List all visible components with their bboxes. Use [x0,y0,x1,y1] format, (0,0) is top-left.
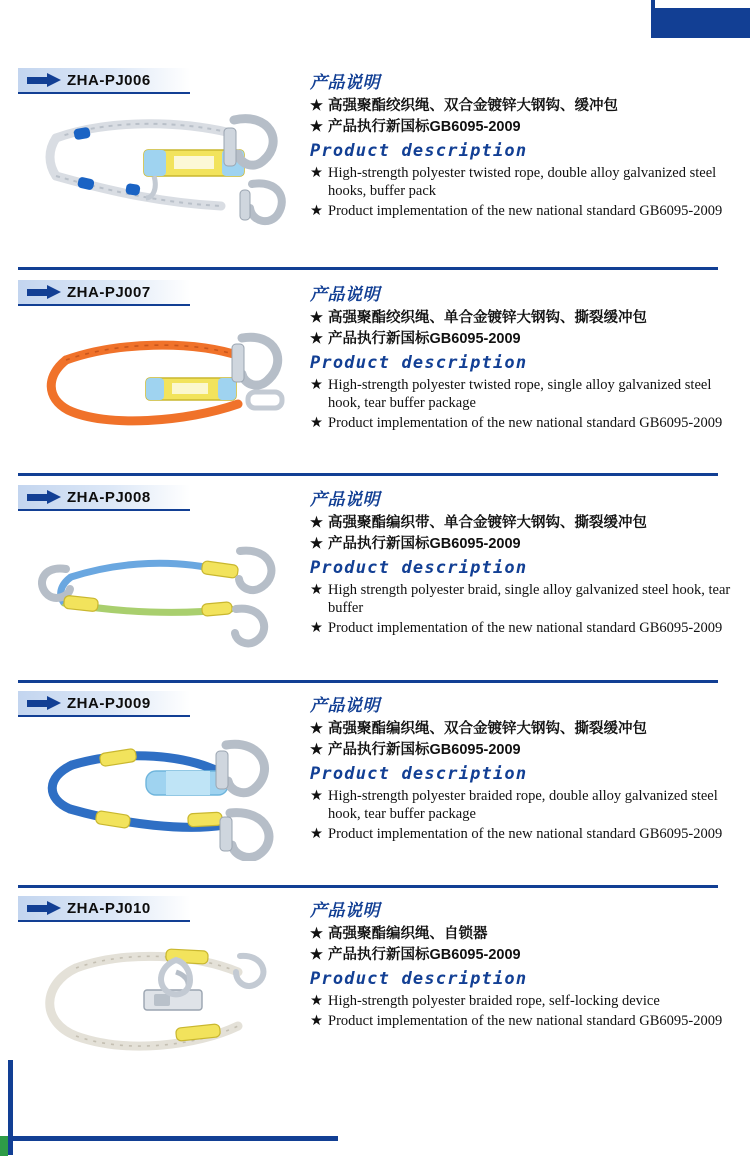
product-code-4: ZHA-PJ009 [67,694,151,712]
product-divider-2 [18,473,718,476]
desc-bullet-en-2-2 [310,414,736,432]
product-image-1 [26,98,296,238]
bullet-star-icon: ★ [310,947,323,963]
bullet-star-icon: ★ [310,582,323,598]
bullet-star-icon: ★ [310,826,323,842]
desc-bullet-cn-text: 产品执行新国标GB6095-2009 [328,947,521,963]
desc-bullet-cn-1-2 [310,117,736,137]
bullet-star-icon: ★ [310,98,323,114]
desc-bullet-cn-3-1 [310,513,736,533]
desc-bullet-cn-5-1 [310,924,736,944]
desc-bullet-cn-text: 高强聚酯编织带、单合金镀锌大钢钩、撕裂缓冲包 [328,515,647,531]
desc-bullet-cn-5-2 [310,945,736,965]
product-code-1: ZHA-PJ006 [67,71,151,89]
product-card-3 [18,485,731,636]
product-description-5 [310,896,736,1032]
product-code-2: ZHA-PJ007 [67,283,151,301]
arrow-right-icon [27,696,61,710]
desc-title-cn-5: 产品说明 [310,901,380,920]
product-divider-1 [18,267,718,270]
desc-bullet-en-text: Product implementation of the new national standard GB6095-2009 [328,203,723,219]
product-image-4 [26,721,296,861]
bullet-star-icon: ★ [310,993,323,1009]
bullet-star-icon: ★ [310,536,323,552]
product-code-3: ZHA-PJ008 [67,488,151,506]
product-card-5 [18,896,723,1029]
product-divider-3 [18,680,718,683]
desc-bullet-en-2-1 [310,376,736,412]
desc-bullet-en-text: High-strength polyester twisted rope, double alloy galvanized steel hooks, buffer pack [328,165,717,199]
desc-bullet-en-text: High-strength polyester braided rope, self-locking device [328,993,660,1009]
product-code-banner-4 [18,691,190,717]
desc-bullet-cn-text: 产品执行新国标GB6095-2009 [328,742,521,758]
desc-bullet-cn-1-1 [310,96,736,116]
desc-bullet-cn-2-1 [310,308,736,328]
product-card-1 [18,68,723,219]
product-code-banner-2 [18,280,190,306]
desc-bullet-en-text: Product implementation of the new national standard GB6095-2009 [328,826,723,842]
desc-title-en-3: Product description [310,558,528,578]
desc-bullet-en-3-1 [310,581,736,617]
desc-bullet-en-5-2 [310,1012,736,1030]
bullet-star-icon: ★ [310,721,323,737]
top-right-accent-block [655,12,750,38]
desc-bullet-cn-3-2 [310,534,736,554]
bullet-star-icon: ★ [310,310,323,326]
desc-title-cn-3: 产品说明 [310,490,380,509]
bullet-star-icon: ★ [310,926,323,942]
product-card-2 [18,280,723,431]
desc-bullet-cn-text: 产品执行新国标GB6095-2009 [328,536,521,552]
desc-bullet-en-4-1 [310,787,736,823]
desc-title-en-1: Product description [310,141,528,161]
bottom-left-green-tick [0,1136,8,1156]
arrow-right-icon [27,901,61,915]
desc-bullet-cn-text: 高强聚酯编织绳、自锁器 [328,926,488,942]
bullet-star-icon: ★ [310,165,323,181]
product-code-banner-3 [18,485,190,511]
desc-bullet-en-1-2 [310,202,736,220]
desc-bullet-en-4-2 [310,825,736,843]
desc-bullet-cn-4-2 [310,740,736,760]
bullet-star-icon: ★ [310,515,323,531]
desc-bullet-en-text: High-strength polyester braided rope, double alloy galvanized steel hook, tear buffer package [328,788,718,822]
bullet-star-icon: ★ [310,742,323,758]
product-code-5: ZHA-PJ010 [67,899,151,917]
bullet-star-icon: ★ [310,331,323,347]
desc-bullet-en-text: High strength polyester braid, single alloy galvanized steel hook, tear buffer [328,582,731,616]
desc-bullet-en-1-1 [310,164,736,200]
desc-bullet-cn-text: 产品执行新国标GB6095-2009 [328,119,521,135]
desc-title-cn-1: 产品说明 [310,73,380,92]
desc-title-cn-4: 产品说明 [310,696,380,715]
desc-bullet-cn-text: 产品执行新国标GB6095-2009 [328,331,521,347]
product-description-3 [310,485,736,639]
product-description-4 [310,691,736,845]
desc-title-cn-2: 产品说明 [310,285,380,304]
desc-bullet-en-text: Product implementation of the new national standard GB6095-2009 [328,1013,723,1029]
product-image-2 [26,310,296,450]
product-divider-4 [18,885,718,888]
product-code-banner-1 [18,68,190,94]
arrow-right-icon [27,73,61,87]
desc-bullet-en-3-2 [310,619,736,637]
desc-title-en-2: Product description [310,353,528,373]
bullet-star-icon: ★ [310,620,323,636]
product-image-5 [26,926,296,1066]
desc-bullet-cn-text: 高强聚酯编织绳、双合金镀锌大钢钩、撕裂缓冲包 [328,721,647,737]
bullet-star-icon: ★ [310,1013,323,1029]
desc-bullet-en-text: Product implementation of the new national standard GB6095-2009 [328,415,723,431]
product-card-4 [18,691,723,842]
product-description-2 [310,280,736,434]
desc-bullet-cn-text: 高强聚酯绞织绳、双合金镀锌大钢钩、缓冲包 [328,98,618,114]
desc-title-en-4: Product description [310,764,528,784]
desc-title-en-5: Product description [310,969,528,989]
arrow-right-icon [27,490,61,504]
desc-bullet-en-text: Product implementation of the new national standard GB6095-2009 [328,620,723,636]
product-code-banner-5 [18,896,190,922]
bottom-left-accent-bar-horizontal [8,1136,338,1141]
bullet-star-icon: ★ [310,377,323,393]
desc-bullet-en-text: High-strength polyester twisted rope, single alloy galvanized steel hook, tear buffer package [328,377,712,411]
bullet-star-icon: ★ [310,788,323,804]
arrow-right-icon [27,285,61,299]
product-image-3 [26,515,296,655]
desc-bullet-cn-2-2 [310,329,736,349]
desc-bullet-en-5-1 [310,992,736,1010]
product-description-1 [310,68,736,222]
bullet-star-icon: ★ [310,203,323,219]
bullet-star-icon: ★ [310,119,323,135]
desc-bullet-cn-text: 高强聚酯绞织绳、单合金镀锌大钢钩、撕裂缓冲包 [328,310,647,326]
desc-bullet-cn-4-1 [310,719,736,739]
bullet-star-icon: ★ [310,415,323,431]
